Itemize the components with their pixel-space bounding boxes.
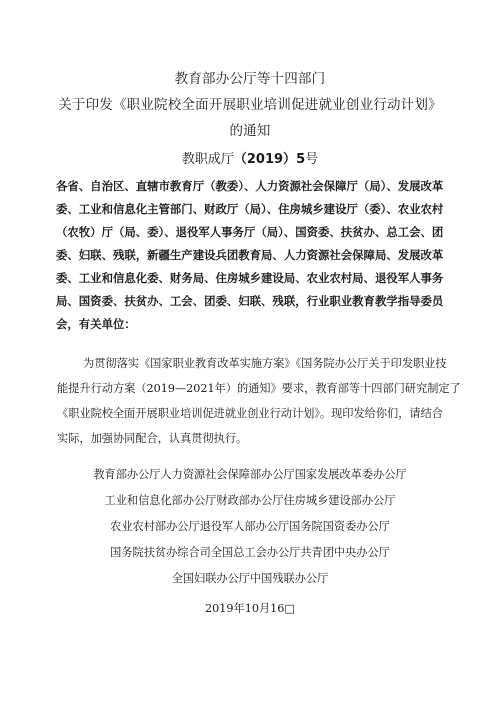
recipient-line: 局、国资委、扶贫办、工会、团委、妇联、残联，行业职业教育教学指导委员 — [56, 294, 444, 308]
recipient-line: 委、工业和信息化主管部门、财政厅（局）、住房城乡建设厅（委）、农业农村 — [56, 202, 444, 216]
recipient-line: 会，有关单位： — [56, 317, 136, 331]
issuer-line: 教育部办公厅等十四部门 — [174, 71, 326, 87]
body-line: 为贯彻落实《国家职业教育改革实施方案》《国务院办公厅关于印发职业技 — [83, 357, 447, 370]
signatory-line: 国务院扶贫办综合司全国总工会办公厅共青团中央办公厅 — [110, 546, 390, 559]
document-title: 关于印发《职业院校全面开展职业培训促进就业创业行动计划》 — [58, 97, 442, 113]
recipient-line: 各省、自治区、直辖市教育厅（教委）、人力资源社会保障厅（局）、发展改革 — [56, 179, 444, 193]
doc-number-prefix: 教职成厅 — [181, 152, 234, 167]
recipient-line: 委、工业和信息化委、财务局、住房城乡建设局、农业农村局、退役军人事务 — [56, 271, 444, 285]
doc-number-num: 5 — [296, 152, 306, 167]
body-line: 能提升行动方案（2019—2021年）的通知》要求，教育部等十四部门研究制定了 — [57, 382, 461, 395]
doc-number-suffix: 号 — [305, 152, 319, 167]
body-line: 《职业院校全面开展职业培训促进就业创业行动计划》。现印发给你们，请结合 — [57, 407, 443, 420]
doc-number-year: （2019） — [233, 152, 297, 167]
document-title-suffix: 的通知 — [229, 123, 271, 139]
document-date: 2019年10月16□ — [205, 602, 295, 615]
signatory-line: 农业农村部办公厅退役军人部办公厅国务院国资委办公厅 — [110, 520, 390, 533]
document-number — [0, 148, 500, 167]
signatory-line: 全国妇联办公厅中国残联办公厅 — [171, 572, 329, 585]
signatory-line: 工业和信息化部办公厅财政部办公厅住房城乡建设部办公厅 — [104, 494, 396, 507]
recipient-line: （农牧）厅（局、委）、退役军人事务厅（局）、国资委、扶贫办、总工会、团 — [56, 225, 444, 239]
signatory-line: 教育部办公厅人力资源社会保障部办公厅国家发展改革委办公厅 — [93, 468, 407, 481]
recipient-line: 委、妇联、残联，新疆生产建设兵团教育局、人力资源社会保障局、发展改革 — [56, 248, 444, 262]
body-line: 实际，加强协同配合，认真贯彻执行。 — [57, 432, 248, 445]
